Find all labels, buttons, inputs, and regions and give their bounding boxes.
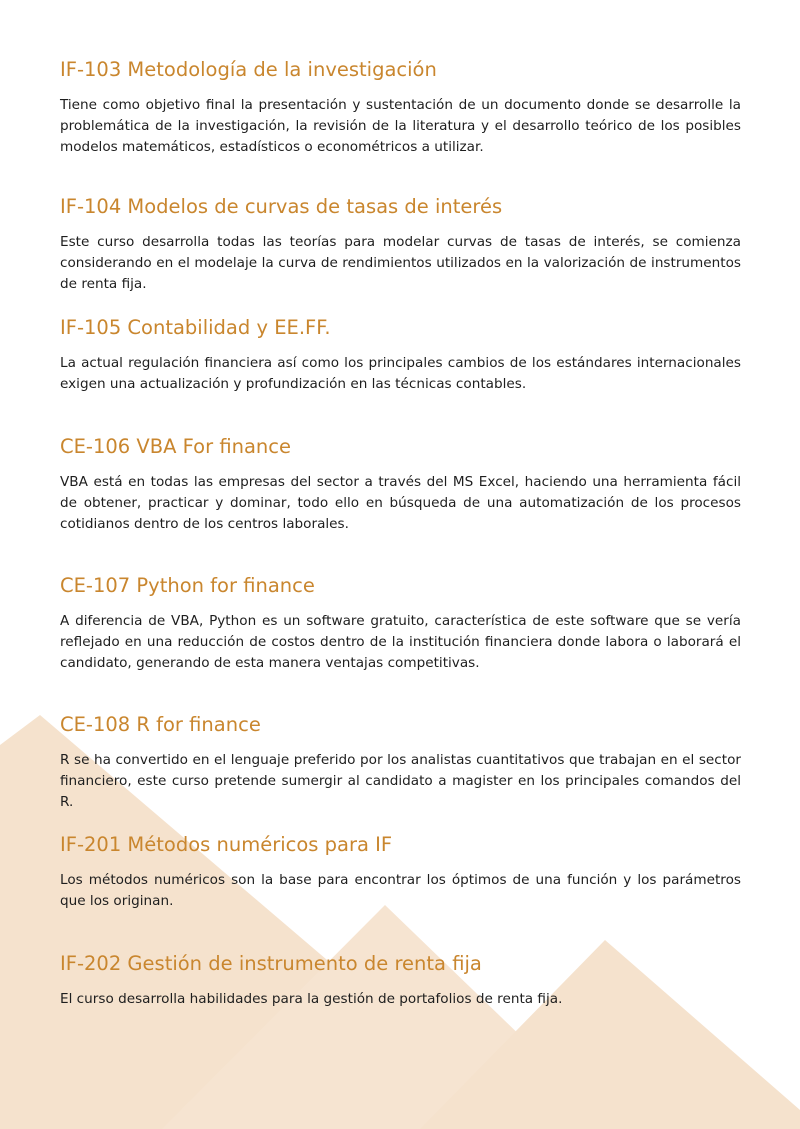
course-description: Tiene como objetivo final la presentación y sustentación de un documento donde se desarrolle la problemática de la investigación, la revisión de la literatura y el desarrollo teórico de los posibles modelos matemáticos, estadísticos o econométricos a utilizar. bbox=[60, 97, 741, 155]
course-title: IF-104 Modelos de curvas de tasas de interés bbox=[60, 195, 503, 218]
course-title: IF-202 Gestión de instrumento de renta fija bbox=[60, 952, 482, 975]
course-description: R se ha convertido en el lenguaje preferido por los analistas cuantitativos que trabajan en el sector financiero, este curso pretende sumergir al candidato a magister en los principales comandos del R. bbox=[60, 752, 741, 810]
course-description: A diferencia de VBA, Python es un software gratuito, característica de este software que se vería reflejado en una reducción de costos dentro de la institución financiera donde labora o laborará el candidato, generando de esta manera ventajas competitivas. bbox=[60, 613, 741, 671]
course-ce-107 bbox=[60, 574, 741, 674]
course-description: Este curso desarrolla todas las teorías para modelar curvas de tasas de interés, se comienza considerando en el modelaje la curva de rendimientos utilizados en la valorización de instrumentos de renta fija. bbox=[60, 234, 741, 292]
course-title: CE-107 Python for finance bbox=[60, 574, 315, 597]
course-title: CE-108 R for finance bbox=[60, 713, 261, 736]
course-if-105 bbox=[60, 316, 741, 395]
course-description: La actual regulación financiera así como los principales cambios de los estándares internacionales exigen una actualización y profundización en las técnicas contables. bbox=[60, 355, 741, 392]
course-ce-106 bbox=[60, 435, 741, 535]
course-title: IF-103 Metodología de la investigación bbox=[60, 58, 437, 81]
course-if-104 bbox=[60, 195, 741, 295]
course-if-201 bbox=[60, 833, 741, 912]
course-title: IF-105 Contabilidad y EE.FF. bbox=[60, 316, 331, 339]
course-title: CE-106 VBA For finance bbox=[60, 435, 291, 458]
course-ce-108 bbox=[60, 713, 741, 813]
course-description: VBA está en todas las empresas del sector a través del MS Excel, haciendo una herramienta fácil de obtener, practicar y dominar, todo ello en búsqueda de una automatización de los procesos cotidianos dentro de los centros laborales. bbox=[60, 474, 741, 532]
course-title: IF-201 Métodos numéricos para IF bbox=[60, 833, 393, 856]
course-description: El curso desarrolla habilidades para la gestión de portafolios de renta fija. bbox=[60, 991, 563, 1007]
course-if-202 bbox=[60, 952, 741, 1010]
course-description: Los métodos numéricos son la base para encontrar los óptimos de una función y los parámetros que los originan. bbox=[60, 872, 741, 909]
course-if-103 bbox=[60, 58, 741, 158]
